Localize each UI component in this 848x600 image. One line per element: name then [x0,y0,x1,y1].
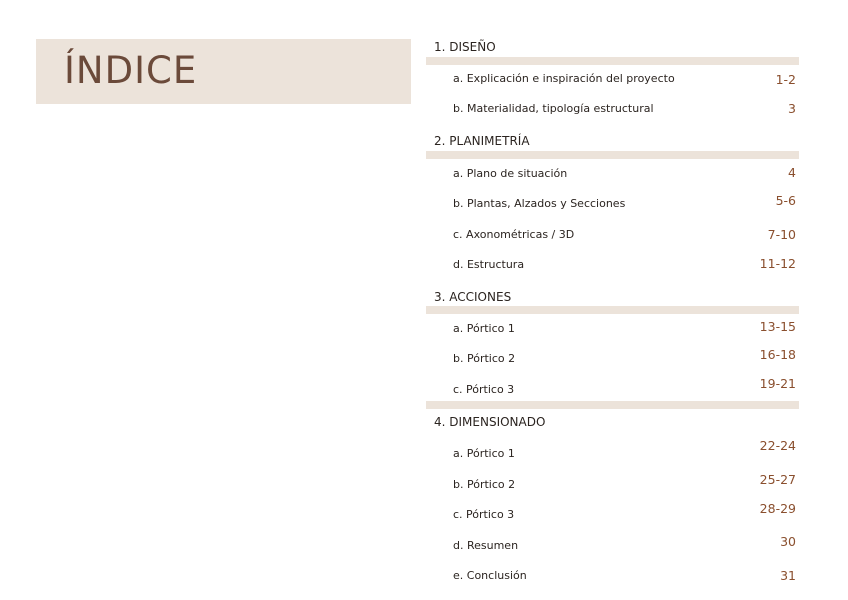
toc-entry-pages: 25-27 [759,472,796,487]
toc-entry-pages: 28-29 [759,501,796,516]
toc-entry-pages: 16-18 [759,347,796,362]
toc-entry-label: c. Pórtico 3 [453,508,515,521]
toc-entry-label: e. Conclusión [453,569,527,582]
section-divider [426,57,799,65]
toc-entry-pages: 5-6 [775,193,796,208]
toc-entry-label: c. Axonométricas / 3D [453,228,575,241]
toc-entry-label: a. Plano de situación [453,167,568,180]
toc-entry-pages: 31 [780,568,796,583]
section-header-acciones: 3. ACCIONES [434,290,512,304]
toc-entry-pages: 13-15 [759,319,796,334]
toc-entry-pages: 1-2 [775,72,796,87]
toc-entry-pages: 4 [788,165,796,180]
toc-entry-label: b. Materialidad, tipología estructural [453,102,654,115]
toc-entry-label: c. Pórtico 3 [453,383,515,396]
toc-entry-pages: 22-24 [759,438,796,453]
section-divider [426,306,799,314]
toc-entry-label: b. Pórtico 2 [453,352,516,365]
section-header-dimensionado: 4. DIMENSIONADO [434,415,546,429]
section-header-planimetria: 2. PLANIMETRÍA [434,134,530,148]
section-divider [426,401,799,409]
section-header-diseno: 1. DISEÑO [434,40,496,54]
toc-entry-label: d. Estructura [453,258,525,271]
page-title: ÍNDICE [64,49,198,92]
toc-entry-label: b. Pórtico 2 [453,478,516,491]
section-divider [426,151,799,159]
toc-entry-label: b. Plantas, Alzados y Secciones [453,197,626,210]
toc-entry-pages: 11-12 [759,256,796,271]
toc-entry-label: a. Explicación e inspiración del proyecto [453,72,675,85]
toc-entry-label: d. Resumen [453,539,519,552]
toc-entry-pages: 30 [780,534,796,549]
toc-entry-label: a. Pórtico 1 [453,447,515,460]
toc-entry-pages: 7-10 [767,227,796,242]
toc-entry-pages: 19-21 [759,376,796,391]
toc-entry-label: a. Pórtico 1 [453,322,515,335]
toc-entry-pages: 3 [788,101,796,116]
